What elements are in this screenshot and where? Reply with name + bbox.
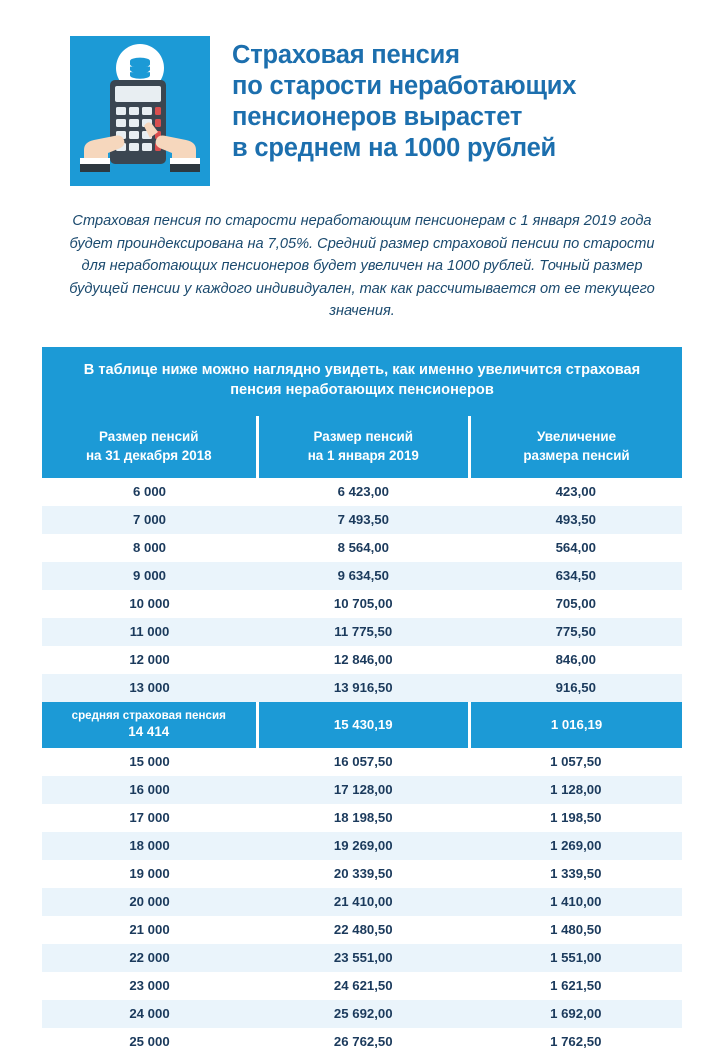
table-row: [42, 776, 682, 804]
cell-current-pension: 20 000: [42, 888, 257, 916]
cell-increase: 1 128,00: [470, 776, 683, 804]
cell-new-pension: 21 410,00: [257, 888, 469, 916]
cell-new-pension: 10 705,00: [257, 590, 469, 618]
cell-new-pension: 13 916,50: [257, 674, 469, 702]
cell-current-pension: 18 000: [42, 832, 257, 860]
column-header-increase-line1: Увеличение: [536, 429, 617, 445]
cell-increase: 493,50: [470, 506, 683, 534]
table-row: [42, 478, 682, 506]
cell-new-pension: 17 128,00: [257, 776, 469, 804]
cell-new-pension: 6 423,00: [257, 478, 469, 506]
cell-new-pension: 9 634,50: [257, 562, 469, 590]
table-row: [42, 506, 682, 534]
table-row: [42, 534, 682, 562]
cell-current-pension: 24 000: [42, 1000, 257, 1028]
cell-current-pension: 21 000: [42, 916, 257, 944]
column-header-new-line2: на 1 января 2019: [307, 447, 419, 463]
cell-current-pension: 12 000: [42, 646, 257, 674]
cell-current-pension: [42, 702, 257, 748]
cell-new-pension: 18 198,50: [257, 804, 469, 832]
cell-increase: 1 480,50: [470, 916, 683, 944]
cell-increase: 1 762,50: [470, 1028, 683, 1056]
title-line-2: по старости неработающих: [232, 72, 577, 101]
cell-current-pension: 8 000: [42, 534, 257, 562]
cell-new-pension: 11 775,50: [257, 618, 469, 646]
cell-increase: 1 551,00: [470, 944, 683, 972]
cell-new-pension: 15 430,19: [257, 702, 469, 748]
cell-increase: 1 269,00: [470, 832, 683, 860]
table-row: [42, 618, 682, 646]
header: [0, 0, 724, 186]
cell-increase: 916,50: [470, 674, 683, 702]
cell-increase: 1 016,19: [470, 702, 683, 748]
column-header-current-line1: Размер пенсий: [99, 429, 199, 445]
hands-calculator-illustration: [70, 76, 210, 186]
cell-current-pension: 16 000: [42, 776, 257, 804]
average-pension-value: 14 414: [128, 724, 170, 740]
header-illustration-box: [70, 36, 210, 186]
cell-current-pension: 25 000: [42, 1028, 257, 1056]
table-row: [42, 1028, 682, 1056]
table-banner-row: [42, 347, 682, 416]
table-row: [42, 590, 682, 618]
table-row: [42, 972, 682, 1000]
column-header-increase: [470, 416, 683, 477]
table-row: [42, 804, 682, 832]
intro-paragraph: Страховая пенсия по старости неработающим пенсионерам с 1 января 2019 года будет проиндексирована на 7,05%. Средний размер страховой пенсии по старости для неработающих пенсионеров будет увеличен на 1000 рублей. Точный размер будущей пенсии у каждого индивидуален, так как рассчитывается от ее текущего значения.: [69, 213, 655, 320]
column-header-current-line2: на 31 декабря 2018: [85, 447, 212, 463]
table-header-row: [42, 416, 682, 477]
cell-increase: 1 621,50: [470, 972, 683, 1000]
cell-increase: 634,50: [470, 562, 683, 590]
title-line-3: пенсионеров вырастет: [232, 103, 523, 132]
cell-new-pension: 8 564,00: [257, 534, 469, 562]
title-line-4: в среднем на 1000 рублей: [232, 134, 557, 163]
cell-increase: 1 410,00: [470, 888, 683, 916]
cell-current-pension: 6 000: [42, 478, 257, 506]
table-row: [42, 916, 682, 944]
table-row: [42, 888, 682, 916]
cell-current-pension: 11 000: [42, 618, 257, 646]
table-row: [42, 562, 682, 590]
cell-current-pension: 7 000: [42, 506, 257, 534]
page-title: [210, 36, 576, 164]
cell-increase: 846,00: [470, 646, 683, 674]
column-header-current: [42, 416, 257, 477]
cell-new-pension: 20 339,50: [257, 860, 469, 888]
table-row: [42, 1000, 682, 1028]
column-header-new: [257, 416, 469, 477]
cell-current-pension: 19 000: [42, 860, 257, 888]
cell-current-pension: 17 000: [42, 804, 257, 832]
table-row: [42, 832, 682, 860]
cell-current-pension: 13 000: [42, 674, 257, 702]
table-row: [42, 702, 682, 748]
cell-new-pension: 19 269,00: [257, 832, 469, 860]
cell-new-pension: 22 480,50: [257, 916, 469, 944]
table-body: [42, 478, 682, 1056]
table-row: [42, 674, 682, 702]
cell-increase: 1 692,00: [470, 1000, 683, 1028]
cell-increase: 1 057,50: [470, 748, 683, 776]
cell-new-pension: 25 692,00: [257, 1000, 469, 1028]
cell-current-pension: 22 000: [42, 944, 257, 972]
table-row: [42, 646, 682, 674]
table-row: [42, 944, 682, 972]
cell-current-pension: 23 000: [42, 972, 257, 1000]
cell-current-pension: 10 000: [42, 590, 257, 618]
pension-table: [42, 347, 682, 1055]
table-row: [42, 860, 682, 888]
cell-increase: 1 198,50: [470, 804, 683, 832]
average-pension-label: средняя страховая пенсия: [71, 708, 226, 722]
table-row: [42, 748, 682, 776]
cell-increase: 775,50: [470, 618, 683, 646]
column-header-increase-line2: размера пенсий: [523, 447, 630, 463]
cell-increase: 564,00: [470, 534, 683, 562]
title-line-1: Страховая пенсия: [232, 41, 460, 69]
cell-new-pension: 7 493,50: [257, 506, 469, 534]
cell-increase: 1 339,50: [470, 860, 683, 888]
cell-current-pension: 9 000: [42, 562, 257, 590]
column-header-new-line1: Размер пенсий: [313, 429, 413, 445]
cell-new-pension: 23 551,00: [257, 944, 469, 972]
cell-increase: 705,00: [470, 590, 683, 618]
cell-current-pension: 15 000: [42, 748, 257, 776]
cell-increase: 423,00: [470, 478, 683, 506]
cell-new-pension: 24 621,50: [257, 972, 469, 1000]
cell-new-pension: 26 762,50: [257, 1028, 469, 1056]
cell-new-pension: 12 846,00: [257, 646, 469, 674]
table-banner: В таблице ниже можно наглядно увидеть, как именно увеличится страховая пенсия неработающих пенсионеров: [42, 347, 682, 416]
cell-new-pension: 16 057,50: [257, 748, 469, 776]
